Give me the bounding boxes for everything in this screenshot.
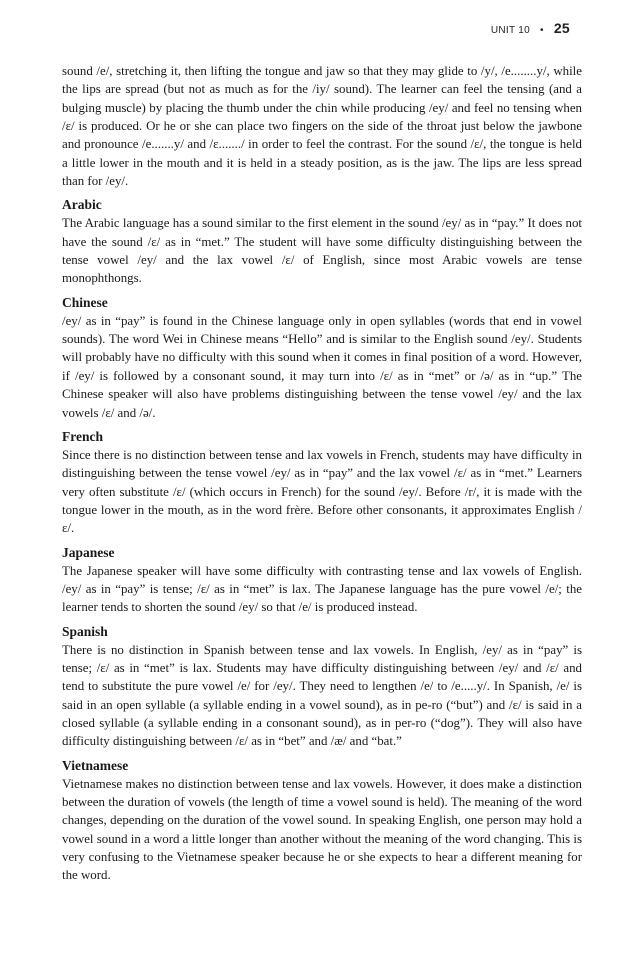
page-body bbox=[62, 62, 582, 885]
page-number: 25 bbox=[553, 20, 570, 36]
section-heading-japanese: Japanese bbox=[62, 544, 115, 560]
section-heading-vietnamese: Vietnamese bbox=[62, 757, 129, 773]
running-header bbox=[491, 20, 570, 36]
section-text-arabic: The Arabic language has a sound similar to the first element in the sound /ey/ as in “pay.” It does not have the sound /ɛ/ as in “met.” The student will have some difficulty distinguishing between the tense vowel /ey/ and the lax vowel /ɛ/ of English, since most Arabic vowels are tense monophthongs. bbox=[62, 216, 582, 286]
section-heading-chinese: Chinese bbox=[62, 294, 108, 310]
intro-paragraph: sound /e/, stretching it, then lifting the tongue and jaw so that they may glide to /y/, /e........y/, while the lips are spread (but not as much as for the /iy/ sound). The learner can feel the tensing (and a bulging muscle) by placing the thumb under the chin while producing /ey/ and feel no tensing when /ɛ/ is produced. Or he or she can place two fingers on the side of the throat just below the jawbone and pronounce /e.......y/ and /ɛ......./ in order to feel the contrast. For the sound /ɛ/, the tongue is held a little lower in the mouth and it is held in a steady position, as is the jaw. The lips are less spread than for /ey/. bbox=[62, 64, 582, 189]
section-text-japanese: The Japanese speaker will have some difficulty with contrasting tense and lax vowels of English. /ey/ as in “pay” is tense; /ɛ/ as in “met” is lax. The Japanese language has the pure vowel /e/; the learner tends to shorten the sound /ey/ so that /e/ is produced instead. bbox=[62, 563, 582, 615]
unit-label: UNIT 10 bbox=[490, 25, 530, 36]
section-heading-arabic: Arabic bbox=[62, 197, 102, 213]
section-heading-french: French bbox=[62, 428, 103, 444]
section-text-chinese: /ey/ as in “pay” is found in the Chinese language only in open syllables (words that end in vowel sounds). The word Wei in Chinese means “Hello” and is similar to the English sound /ey/. Students will probably have no difficulty with this sound when it comes in final position of a word. However, if /ey/ is followed by a consonant sound, it may turn into /ɛ/ as in “met” or /ə/ as in “up.” The Chinese speaker will also have problems distinguishing between the tense vowel /ey/ and the lax vowels /ɛ/ and /ə/. bbox=[62, 313, 582, 420]
section-text-vietnamese: Vietnamese makes no distinction between tense and lax vowels. However, it does make a distinction between the duration of vowels (the length of time a vowel sound is held). The meaning of the word changes, depending on the duration of the vowel sound. In speaking English, one person may hold a vowel sound in a word a little longer than another without the meaning of the word changing. This is very confusing to the Vietnamese speaker because he or she expects to hear a different meaning for the word. bbox=[62, 776, 582, 883]
section-text-spanish: There is no distinction in Spanish between tense and lax vowels. In English, /ey/ as in “pay” is tense; /ɛ/ as in “met” is lax. Students may have difficulty distinguishing between /ey/ and /ɛ/ and tend to substitute the pure vowel /e/ for /ey/. They need to lengthen /e/ to /e.....y/. In Spanish, /e/ is said in an open syllable (a syllable ending in a vowel sound), as in pe-ro (“but”) and /ɛ/ is said in a closed syllable (a syllable ending in a consonant sound), as in per-ro (“dog”). They will also have difficulty distinguishing between /ɛ/ as in “bet” and /æ/ and “bat.” bbox=[62, 642, 582, 749]
header-separator: • bbox=[540, 25, 544, 36]
section-heading-spanish: Spanish bbox=[62, 623, 108, 639]
section-text-french: Since there is no distinction between tense and lax vowels in French, students may have difficulty in distinguishing between the tense vowel /ey/ as in “pay” and the lax vowel /ɛ/ as in “met.” Learners very often substitute /ɛ/ (which occurs in French) for the sound /ey/. Before /r/, it is made with the tongue lower in the mouth, as in the word frère. Before other consonants, it approximates English /ɛ/. bbox=[62, 447, 582, 536]
